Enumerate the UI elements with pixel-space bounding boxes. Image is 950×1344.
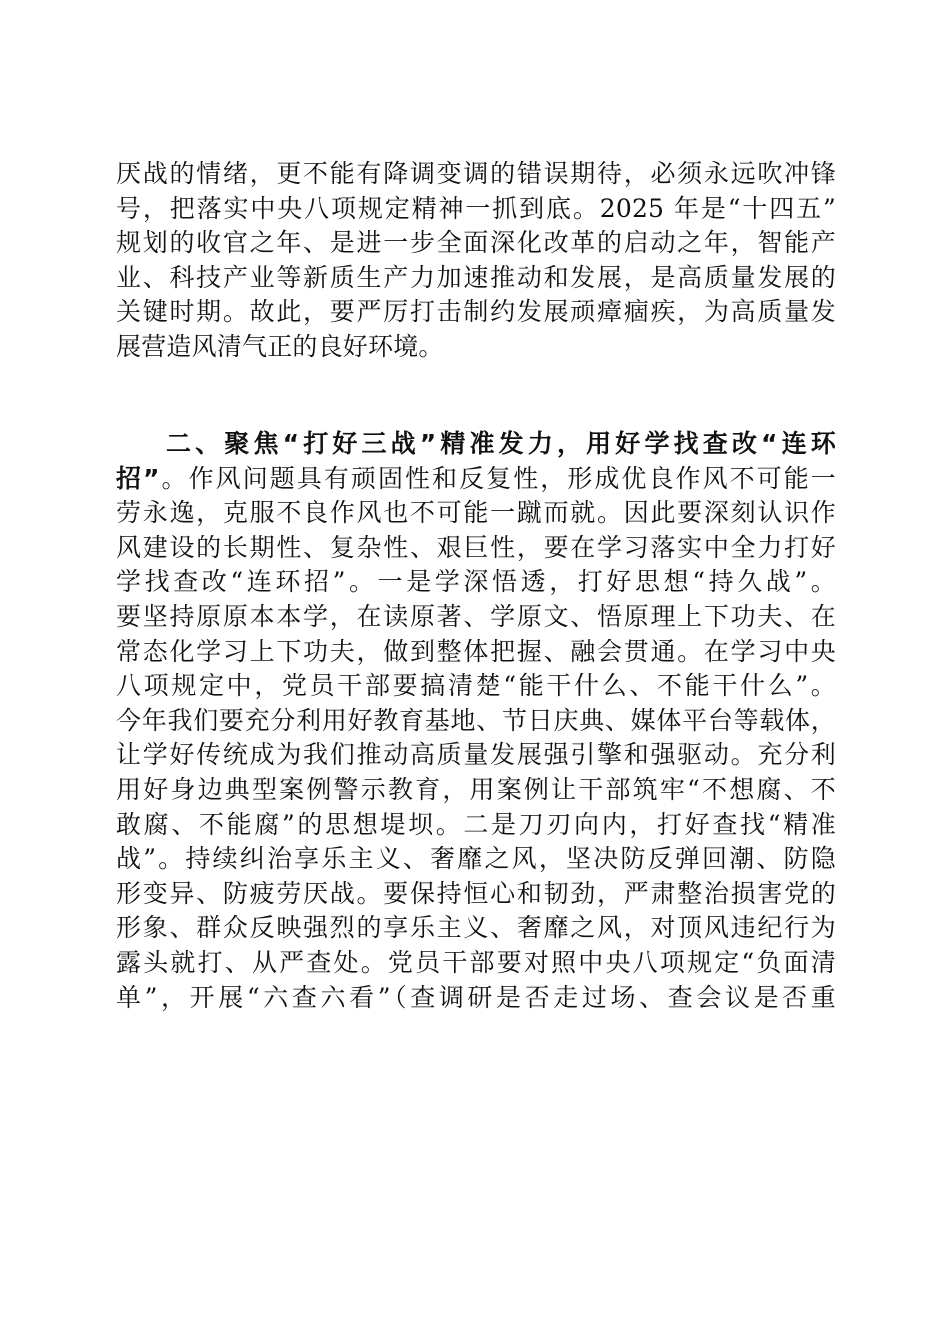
section-heading-end: 招” — [116, 463, 160, 493]
text-line: 战”。持续纠治享乐主义、奢靡之风，坚决防反弹回潮、防隐 — [116, 844, 836, 874]
text-line: 劳永逸，克服不良作风也不可能一蹴而就。因此要深刻认识作 — [116, 498, 836, 528]
text-line: 露头就打、从严查处。党员干部要对照中央八项规定“负面清 — [116, 947, 836, 977]
text-line: 要坚持原原本本学，在读原著、学原文、悟原理上下功夫、在 — [116, 601, 836, 631]
text-line: 关键时期。故此，要严厉打击制约发展顽瘴痼疾，为高质量发 — [116, 297, 836, 327]
text-line: 八项规定中，党员干部要搞清楚“能干什么、不能干什么”。 — [116, 671, 836, 701]
section-heading: 二、聚焦“打好三战”精准发力，用好学找查改“连环 — [166, 429, 836, 458]
text-line: 规划的收官之年、是进一步全面深化改革的启动之年，智能产 — [116, 228, 836, 258]
text-line: 常态化学习上下功夫，做到整体把握、融会贯通。在学习中央 — [116, 636, 836, 666]
text-line: 今年我们要充分利用好教育基地、节日庆典、媒体平台等载体， — [116, 705, 836, 735]
text-line: 单”，开展“六查六看”（查调研是否走过场、查会议是否重 — [116, 982, 836, 1012]
text-line: 业、科技产业等新质生产力加速推动和发展，是高质量发展的 — [116, 262, 836, 292]
text-line: 形象、群众反映强烈的享乐主义、奢靡之风，对顶风违纪行为 — [116, 913, 836, 943]
text-line-rest: 。作风问题具有顽固性和反复性，形成优良作风不可能一 — [159, 463, 836, 493]
text-line: 用好身边典型案例警示教育，用案例让干部筑牢“不想腐、不 — [116, 774, 836, 804]
text-line: 厌战的情绪，更不能有降调变调的错误期待，必须永远吹冲锋 — [116, 159, 836, 188]
paragraph-2 — [116, 427, 836, 1015]
text-line: 让学好传统成为我们推动高质量发展强引擎和强驱动。充分利 — [116, 740, 836, 770]
text-line: 号，把落实中央八项规定精神一抓到底。2025 年是“十四五” — [116, 193, 836, 223]
paragraph-1 — [116, 157, 836, 365]
text-line: 展营造风清气正的良好环境。 — [116, 331, 444, 361]
text-line: 敢腐、不能腐”的思想堤坝。二是刀刃向内，打好查找“精准 — [116, 809, 836, 839]
text-line: 风建设的长期性、复杂性、艰巨性，要在学习落实中全力打好 — [116, 532, 836, 562]
text-line: 形变异、防疲劳厌战。要保持恒心和韧劲，严肃整治损害党的 — [116, 878, 836, 908]
text-line — [116, 462, 836, 497]
text-line: 学找查改“连环招”。一是学深悟透，打好思想“持久战”。 — [116, 567, 836, 597]
